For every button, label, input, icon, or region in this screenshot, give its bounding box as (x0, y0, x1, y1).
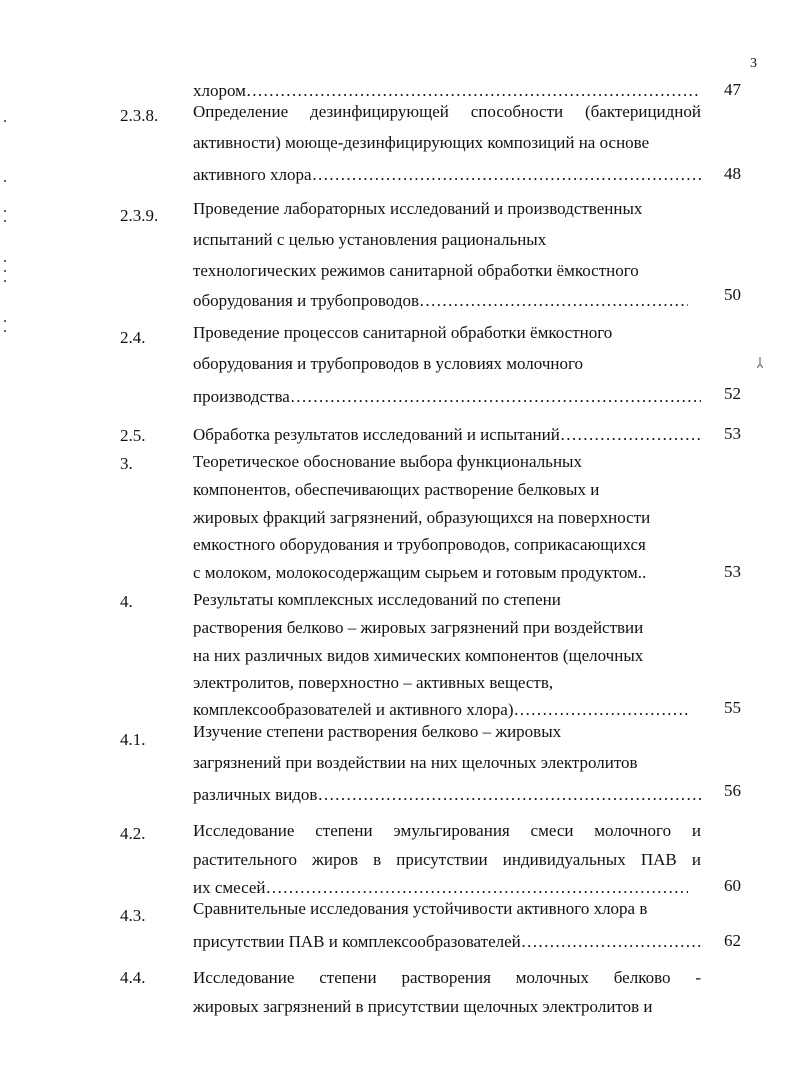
toc-page: 60 (724, 876, 741, 895)
toc-line: Теоретическое обоснование выбора функциональных (193, 452, 582, 471)
toc-number: 2.4. (120, 328, 146, 347)
side-scan-mark (757, 357, 763, 369)
toc-line: производства ……………………………………………………………………………………………………………………………… (193, 386, 701, 408)
toc-line: испытаний с целью установления рациональных (193, 230, 547, 249)
toc-page: 50 (724, 285, 741, 304)
toc-page: 47 (724, 80, 741, 99)
toc-number: 4.1. (120, 730, 146, 749)
toc-line: электролитов, поверхностно – активных веществ, (193, 673, 554, 692)
toc-page: 62 (724, 931, 741, 950)
toc-line: Изучение степени растворения белково – жировых (193, 722, 562, 741)
toc-line: активного хлора ……………………………………………………………………………………………………………………………… (193, 164, 701, 186)
toc-page: 53 (724, 424, 741, 443)
toc-number: 4. (120, 592, 133, 611)
toc-line: оборудования и трубопроводов ……………………………………………………………………………………………………………………………… (193, 290, 688, 312)
toc-number: 2.3.9. (120, 206, 159, 225)
toc-line: различных видов ……………………………………………………………………………………………………………………………… (193, 784, 701, 806)
toc-line: присутствии ПАВ и комплексообразователей ……………………………………………………………………………………………………………………………… (193, 931, 701, 953)
margin-scan-marks (4, 120, 14, 360)
toc-page: 55 (724, 698, 741, 717)
toc-line: Сравнительные исследования устойчивости активного хлора в (193, 899, 648, 918)
toc-line: их смесей ……………………………………………………………………………………………………………………………… (193, 877, 688, 899)
toc-line: Определение дезинфицирующей способности (бактерицидной (193, 102, 701, 121)
toc-line: загрязнений при воздействии на них щелочных электролитов (193, 753, 638, 772)
toc-line: Исследование степени растворения молочных белково - (193, 968, 701, 987)
toc-page: 52 (724, 384, 741, 403)
toc-line: комплексообразователей и активного хлора) ……………………………………………………………………………………………………………………………… (193, 699, 688, 721)
toc-page: 48 (724, 164, 741, 183)
toc-line: растительного жиров в присутствии индивидуальных ПАВ и (193, 850, 701, 869)
toc-line: хлором ……………………………………………………………………………………………………………………………… (193, 80, 701, 102)
toc-number: 4.2. (120, 824, 146, 843)
toc-line: Обработка результатов исследований и испытаний ……………………………………………………………………………………………………………………………… (193, 424, 701, 446)
toc-number: 4.4. (120, 968, 146, 987)
toc-line: технологических режимов санитарной обработки ёмкостного (193, 261, 639, 280)
toc-line: Проведение лабораторных исследований и производственных (193, 199, 643, 218)
toc-line: емкостного оборудования и трубопроводов, соприкасающихся (193, 535, 646, 554)
toc-number: 2.3.8. (120, 106, 159, 125)
page-number: 3 (750, 56, 757, 71)
toc-line: Результаты комплексных исследований по степени (193, 590, 561, 609)
toc-line: компонентов, обеспечивающих растворение белковых и (193, 480, 600, 499)
toc-line: жировых фракций загрязнений, образующихся на поверхности (193, 508, 651, 527)
toc-line: с молоком, молокосодержащим сырьем и готовым продуктом.. (193, 563, 647, 582)
toc-line: Проведение процессов санитарной обработки ёмкостного (193, 323, 613, 342)
toc-number: 4.3. (120, 906, 146, 925)
toc-line: Исследование степени эмульгирования смеси молочного и (193, 821, 701, 840)
toc-page: 56 (724, 781, 741, 800)
toc-line: на них различных видов химических компонентов (щелочных (193, 646, 644, 665)
toc-line: оборудования и трубопроводов в условиях молочного (193, 354, 584, 373)
toc-line: растворения белково – жировых загрязнений при воздействии (193, 618, 644, 637)
toc-number: 3. (120, 454, 133, 473)
toc-page: 53 (724, 562, 741, 581)
toc-line: жировых загрязнений в присутствии щелочных электролитов и (193, 997, 653, 1016)
toc-line: активности) моюще-дезинфицирующих композиций на основе (193, 133, 650, 152)
toc-number: 2.5. (120, 426, 146, 445)
